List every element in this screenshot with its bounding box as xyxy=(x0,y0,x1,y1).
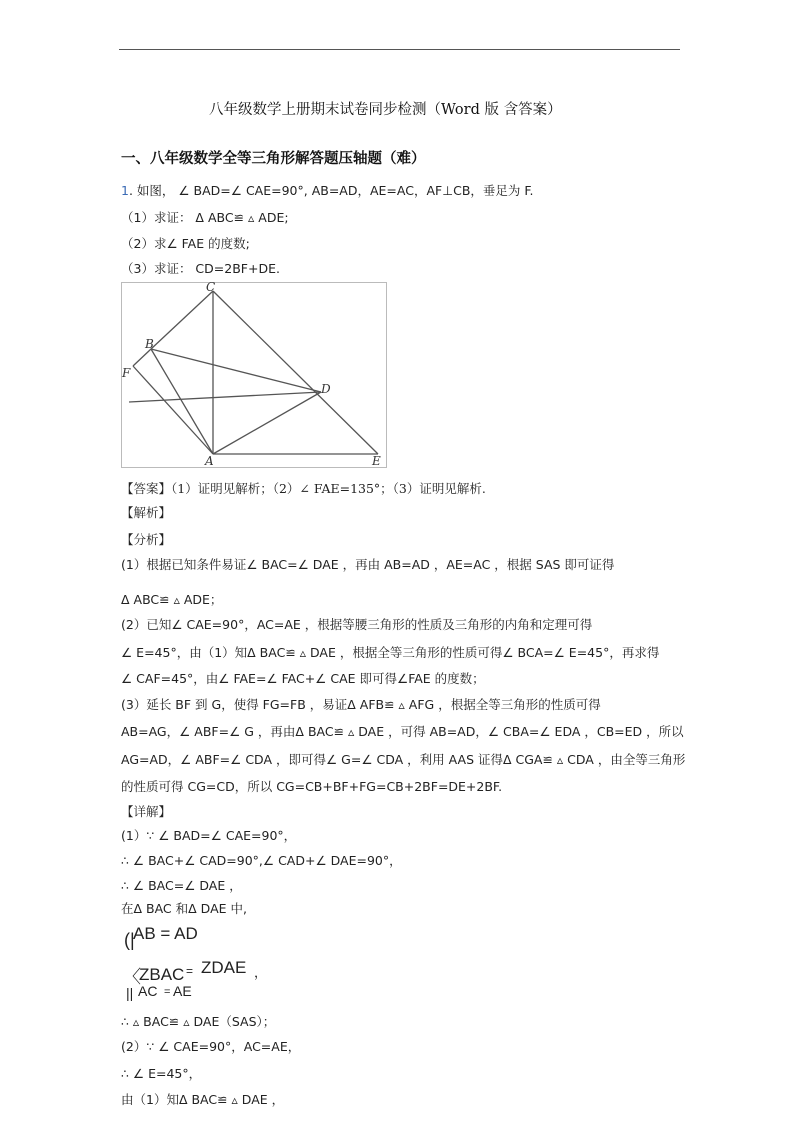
analysis-line: ∠ CAF=45°，由∠ FAE=∠ FAC+∠ CAE 即可得∠FAE 的度数； xyxy=(121,671,485,686)
question-2: （2）求∠ FAE 的度数; xyxy=(121,236,250,251)
label-D: D xyxy=(321,382,331,396)
label-F: F xyxy=(122,366,131,380)
label-B: B xyxy=(145,337,154,351)
analysis-line: AG=AD，∠ ABF=∠ CDA ，即可得∠ G=∠ CDA ，利用 AAS 证得Δ CGA≌ ▵ CDA ，由全等三角形 xyxy=(121,752,686,767)
eq-row-3-left: AC xyxy=(138,983,158,999)
eq-row-2-eq: = xyxy=(186,964,194,978)
analysis-line: (1）根据已知条件易证∠ BAC=∠ DAE ，再由 AB=AD ，AE=AC ，根据 SAS 即可证得 xyxy=(121,557,615,572)
label-E: E xyxy=(372,454,381,468)
problem-stem xyxy=(121,183,534,199)
detail-line: ∴ ▵ BAC≌ ▵ DAE（SAS）； xyxy=(121,1014,276,1029)
detail-line: (2）∵ ∠ CAE=90°，AC=AE， xyxy=(121,1039,301,1054)
segment-BA xyxy=(151,349,213,454)
analysis-line: (2）已知∠ CAE=90°，AC=AE ，根据等腰三角形的性质及三角形的内角和定理可得 xyxy=(121,617,593,632)
detail-label: 【详解】 xyxy=(121,804,172,819)
brace-mid: 〈 xyxy=(123,967,141,987)
analysis-line: Δ ABC≌ ▵ ADE； xyxy=(121,592,223,607)
segment-BF xyxy=(133,349,151,366)
detail-line: ∴ ∠ BAC+∠ CAD=90°,∠ CAD+∠ DAE=90°， xyxy=(121,853,402,868)
detail-line: ∴ ∠ BAC=∠ DAE ， xyxy=(121,878,242,893)
jiexi-label: 【解析】 xyxy=(121,505,172,520)
brace-top: (| xyxy=(124,930,135,950)
segment-CB xyxy=(151,291,213,349)
doc-title: 八年级数学上册期末试卷同步检测（Word 版 含答案） xyxy=(209,102,562,118)
segment-FA xyxy=(133,366,213,454)
detail-line: (1）∵ ∠ BAD=∠ CAE=90°， xyxy=(121,828,297,843)
analysis-line: 的性质可得 CG=CD，所以 CG=CB+BF+FG=CB+2BF=DE+2BF. xyxy=(121,779,503,794)
eq-row-2-right: ZDAE xyxy=(201,958,247,977)
eq-row-2-left: ZBAC xyxy=(139,965,185,984)
detail-line: ∴ ∠ E=45°， xyxy=(121,1066,202,1081)
eq-row-3-eq: = xyxy=(164,986,171,998)
header-rule xyxy=(119,49,680,50)
brace-bottom: || xyxy=(126,985,134,1001)
section-heading: 一、八年级数学全等三角形解答题压轴题（难） xyxy=(121,151,426,167)
fenxi-label: 【分析】 xyxy=(121,532,172,547)
detail-line: 在Δ BAC 和Δ DAE 中, xyxy=(121,901,247,916)
analysis-line: AB=AG，∠ ABF=∠ G ，再由Δ BAC≌ ▵ DAE ，可得 AB=AD，∠ CBA=∠ EDA ，CB=ED ，所以 xyxy=(121,724,684,739)
detail-line: 由（1）知Δ BAC≌ ▵ DAE ， xyxy=(121,1092,285,1107)
label-A: A xyxy=(205,454,214,468)
answer-line: 【答案】（1）证明见解析；（2）∠ FAE=135°；（3）证明见解析. xyxy=(121,481,486,496)
segment-AD xyxy=(213,392,321,454)
segment-CE xyxy=(213,291,378,454)
question-3: （3）求证： CD=2BF+DE. xyxy=(121,261,280,276)
analysis-line: ∠ E=45°，由（1）知Δ BAC≌ ▵ DAE ，根据全等三角形的性质可得∠ BCA=∠ E=45°，再求得 xyxy=(121,645,660,660)
analysis-line: (3）延长 BF 到 G，使得 FG=FB ，易证Δ AFB≌ ▵ AFG ，根据全等三角形的性质可得 xyxy=(121,697,601,712)
eq-row-2-comma: ， xyxy=(254,965,268,980)
eq-row-1: AB = AD xyxy=(133,924,198,943)
geometry-figure xyxy=(121,282,387,468)
problem-number: 1 xyxy=(121,183,129,198)
eq-row-3-right: AE xyxy=(173,983,192,999)
segment-BD xyxy=(151,349,321,392)
question-1: （1）求证： Δ ABC≌ ▵ ADE; xyxy=(121,210,289,225)
label-C: C xyxy=(206,282,216,294)
problem-stem-text: . 如图， ∠ BAD=∠ CAE=90°, AB=AD，AE=AC，AF⊥CB，垂足为 F. xyxy=(128,183,534,198)
